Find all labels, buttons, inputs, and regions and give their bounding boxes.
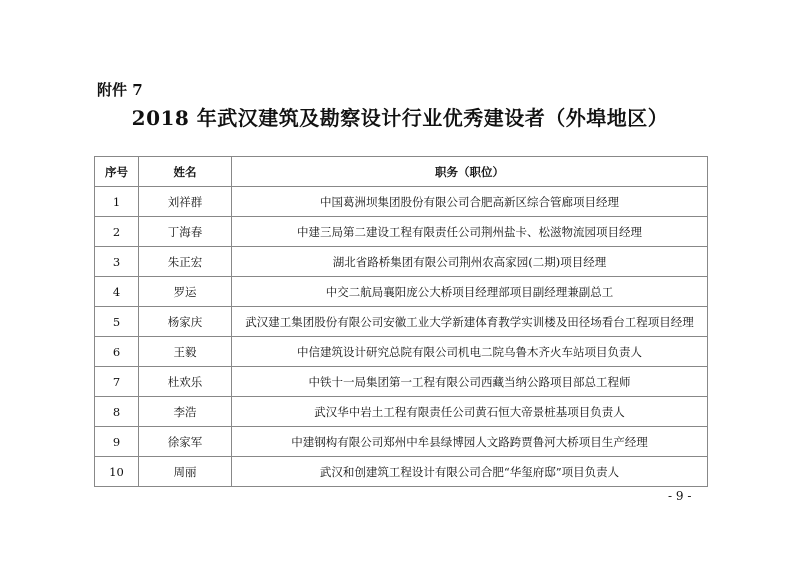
document-title: 2018 年武汉建筑及勘察设计行业优秀建设者（外埠地区）: [131, 106, 669, 130]
table-row: [95, 427, 708, 457]
row-index: 7: [95, 367, 139, 397]
table-row: [95, 307, 708, 337]
row-index: 3: [95, 247, 139, 277]
table-row: [95, 397, 708, 427]
row-position: 武汉和创建筑工程设计有限公司合肥“华玺府邸”项目负责人: [232, 457, 708, 487]
row-position: 武汉华中岩土工程有限责任公司黄石恒大帝景桩基项目负责人: [232, 397, 708, 427]
row-index: 10: [95, 457, 139, 487]
row-index: 8: [95, 397, 139, 427]
row-name: 周丽: [139, 457, 232, 487]
table-row: [95, 247, 708, 277]
row-position: 湖北省路桥集团有限公司荆州农高家园(二期)项目经理: [232, 247, 708, 277]
row-name: 刘祥群: [139, 187, 232, 217]
row-index: 9: [95, 427, 139, 457]
row-name: 王毅: [139, 337, 232, 367]
row-position: 中信建筑设计研究总院有限公司机电二院乌鲁木齐火车站项目负责人: [232, 337, 708, 367]
row-index: 2: [95, 217, 139, 247]
row-name: 朱正宏: [139, 247, 232, 277]
row-position: 武汉建工集团股份有限公司安徽工业大学新建体育教学实训楼及田径场看台工程项目经理: [232, 307, 708, 337]
table-row: [95, 217, 708, 247]
table-row: [95, 337, 708, 367]
row-index: 5: [95, 307, 139, 337]
attachment-label: 附件 7: [97, 81, 143, 99]
row-name: 杜欢乐: [139, 367, 232, 397]
awardees-table: [94, 156, 708, 487]
table-row: [95, 277, 708, 307]
header-index: 序号: [95, 157, 139, 187]
row-index: 6: [95, 337, 139, 367]
row-name: 罗运: [139, 277, 232, 307]
row-name: 丁海春: [139, 217, 232, 247]
table-row: [95, 457, 708, 487]
row-name: 李浩: [139, 397, 232, 427]
row-position: 中铁十一局集团第一工程有限公司西藏当纳公路项目部总工程师: [232, 367, 708, 397]
table-row: [95, 187, 708, 217]
row-index: 4: [95, 277, 139, 307]
row-position: 中建三局第二建设工程有限责任公司荆州盐卡、松滋物流园项目经理: [232, 217, 708, 247]
row-position: 中国葛洲坝集团股份有限公司合肥高新区综合管廊项目经理: [232, 187, 708, 217]
header-name: 姓名: [139, 157, 232, 187]
row-position: 中交二航局襄阳庞公大桥项目经理部项目副经理兼副总工: [232, 277, 708, 307]
table-header-row: [95, 157, 708, 187]
row-position: 中建钢构有限公司郑州中牟县绿博园人文路跨贾鲁河大桥项目生产经理: [232, 427, 708, 457]
page-number: - 9 -: [668, 489, 692, 503]
row-name: 徐家军: [139, 427, 232, 457]
header-position: 职务（职位）: [232, 157, 708, 187]
row-name: 杨家庆: [139, 307, 232, 337]
table-row: [95, 367, 708, 397]
row-index: 1: [95, 187, 139, 217]
